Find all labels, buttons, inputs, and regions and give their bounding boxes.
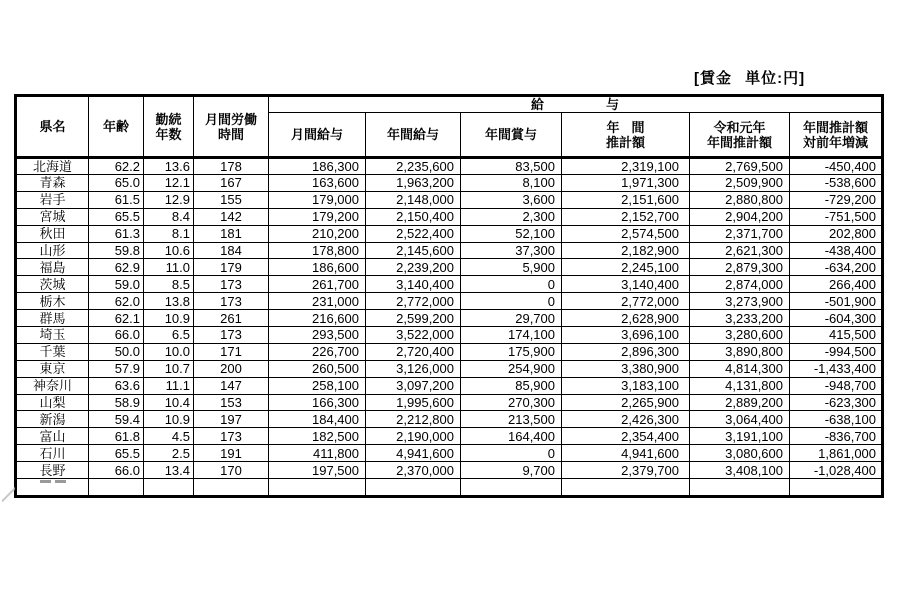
table-row (16, 276, 883, 293)
cell-age: 62.2 (89, 158, 144, 175)
cell-monthly-salary: 411,800 (269, 445, 366, 462)
cell-age: 63.6 (89, 377, 144, 394)
cell-annual-estimate: 2,245,100 (562, 259, 690, 276)
cell-annual-estimate: 2,426,300 (562, 411, 690, 428)
cell-annual-bonus: 0 (461, 293, 562, 310)
cell-yoy-change: -638,100 (790, 411, 883, 428)
cell-prefecture: 山梨 (16, 394, 89, 411)
cell-annual-bonus: 0 (461, 276, 562, 293)
cell-age: 65.5 (89, 445, 144, 462)
cell-reiwa1-estimate: 2,371,700 (690, 225, 790, 242)
cell-yoy-change: 266,400 (790, 276, 883, 293)
cell-prefecture: 青森 (16, 175, 89, 192)
cell-annual-estimate: 2,772,000 (562, 293, 690, 310)
cell-monthly-salary: 179,000 (269, 191, 366, 208)
scan-artifact (2, 487, 15, 502)
cell-clipped (790, 479, 883, 497)
cell-hours: 173 (194, 276, 269, 293)
cell-hours: 173 (194, 327, 269, 344)
cell-annual-salary: 2,370,000 (366, 462, 461, 479)
cell-reiwa1-estimate: 4,131,800 (690, 377, 790, 394)
cell-age: 62.0 (89, 293, 144, 310)
cell-age: 61.8 (89, 428, 144, 445)
cell-prefecture: 北海道 (16, 158, 89, 175)
cell-annual-bonus: 8,100 (461, 175, 562, 192)
cell-annual-salary: 2,239,200 (366, 259, 461, 276)
clipped-text-remnant (40, 480, 51, 483)
cell-prefecture: 長野 (16, 462, 89, 479)
cell-monthly-salary: 166,300 (269, 394, 366, 411)
cell-annual-salary: 2,190,000 (366, 428, 461, 445)
table-body-clipped (16, 479, 883, 497)
cell-annual-bonus: 29,700 (461, 310, 562, 327)
cell-prefecture: 茨城 (16, 276, 89, 293)
cell-yoy-change: -1,028,400 (790, 462, 883, 479)
cell-prefecture: 神奈川 (16, 377, 89, 394)
table-row (16, 462, 883, 479)
table-row (16, 259, 883, 276)
cell-monthly-salary: 261,700 (269, 276, 366, 293)
cell-hours: 184 (194, 242, 269, 259)
cell-annual-salary: 4,941,600 (366, 445, 461, 462)
cell-tenure: 12.9 (144, 191, 194, 208)
cell-hours: 197 (194, 411, 269, 428)
cell-yoy-change: -438,400 (790, 242, 883, 259)
cell-hours: 142 (194, 208, 269, 225)
cell-prefecture: 秋田 (16, 225, 89, 242)
cell-reiwa1-estimate: 3,408,100 (690, 462, 790, 479)
cell-annual-salary: 3,097,200 (366, 377, 461, 394)
cell-age: 57.9 (89, 360, 144, 377)
header-yoy-line1: 年間推計額 (803, 119, 869, 135)
cell-monthly-salary: 231,000 (269, 293, 366, 310)
cell-reiwa1-estimate: 2,889,200 (690, 394, 790, 411)
cell-age: 65.5 (89, 208, 144, 225)
cell-prefecture: 東京 (16, 360, 89, 377)
cell-reiwa1-estimate: 4,814,300 (690, 360, 790, 377)
table-container (14, 94, 885, 504)
cell-yoy-change: -1,433,400 (790, 360, 883, 377)
cell-yoy-change: -450,400 (790, 158, 883, 175)
table-row (16, 208, 883, 225)
cell-annual-estimate: 2,379,700 (562, 462, 690, 479)
table-row (16, 310, 883, 327)
cell-age: 66.0 (89, 462, 144, 479)
cell-tenure: 8.4 (144, 208, 194, 225)
cell-yoy-change: -604,300 (790, 310, 883, 327)
cell-hours: 181 (194, 225, 269, 242)
cell-yoy-change: -538,600 (790, 175, 883, 192)
cell-clipped (194, 479, 269, 497)
cell-tenure: 10.7 (144, 360, 194, 377)
cell-clipped (89, 479, 144, 497)
table-row (16, 343, 883, 360)
cell-annual-estimate: 2,182,900 (562, 242, 690, 259)
cell-prefecture: 埼玉 (16, 327, 89, 344)
cell-monthly-salary: 179,200 (269, 208, 366, 225)
cell-reiwa1-estimate: 2,904,200 (690, 208, 790, 225)
cell-prefecture: 富山 (16, 428, 89, 445)
cell-clipped (562, 479, 690, 497)
cell-yoy-change: -994,500 (790, 343, 883, 360)
clipped-text-remnant (55, 480, 66, 483)
cell-hours: 178 (194, 158, 269, 175)
cell-prefecture: 石川 (16, 445, 89, 462)
cell-annual-salary: 2,212,800 (366, 411, 461, 428)
cell-tenure: 13.6 (144, 158, 194, 175)
cell-yoy-change: 415,500 (790, 327, 883, 344)
cell-reiwa1-estimate: 3,233,200 (690, 310, 790, 327)
cell-clipped (461, 479, 562, 497)
table-row (16, 293, 883, 310)
cell-reiwa1-estimate: 2,621,300 (690, 242, 790, 259)
cell-annual-estimate: 2,151,600 (562, 191, 690, 208)
header-annual-estimate-line1: 年間 (606, 119, 657, 135)
header-monthly-salary: 月間給与 (269, 113, 366, 158)
cell-annual-estimate: 2,896,300 (562, 343, 690, 360)
cell-reiwa1-estimate: 3,280,600 (690, 327, 790, 344)
table-row (16, 158, 883, 175)
cell-tenure: 2.5 (144, 445, 194, 462)
cell-annual-bonus: 9,700 (461, 462, 562, 479)
cell-tenure: 11.0 (144, 259, 194, 276)
cell-tenure: 10.9 (144, 411, 194, 428)
cell-hours: 155 (194, 191, 269, 208)
cell-monthly-salary: 210,200 (269, 225, 366, 242)
cell-monthly-salary: 216,600 (269, 310, 366, 327)
cell-age: 65.0 (89, 175, 144, 192)
cell-hours: 171 (194, 343, 269, 360)
cell-annual-bonus: 2,300 (461, 208, 562, 225)
cell-hours: 179 (194, 259, 269, 276)
cell-prefecture: 宮城 (16, 208, 89, 225)
cell-monthly-salary: 186,300 (269, 158, 366, 175)
header-salary-group (269, 96, 883, 113)
cell-annual-estimate: 2,265,900 (562, 394, 690, 411)
header-age: 年齢 (89, 96, 144, 158)
cell-annual-estimate: 3,140,400 (562, 276, 690, 293)
cell-reiwa1-estimate: 3,890,800 (690, 343, 790, 360)
cell-hours: 261 (194, 310, 269, 327)
cell-yoy-change: 1,861,000 (790, 445, 883, 462)
cell-annual-salary: 3,126,000 (366, 360, 461, 377)
cell-annual-estimate: 2,628,900 (562, 310, 690, 327)
cell-clipped (690, 479, 790, 497)
cell-hours: 173 (194, 293, 269, 310)
cell-annual-bonus: 52,100 (461, 225, 562, 242)
table-row (16, 377, 883, 394)
header-hours (194, 96, 269, 158)
cell-annual-bonus: 174,100 (461, 327, 562, 344)
cell-monthly-salary: 293,500 (269, 327, 366, 344)
header-annual-estimate (562, 113, 690, 158)
header-hours-line1: 月間労働 (204, 111, 257, 127)
table-row (16, 411, 883, 428)
table-body (16, 158, 883, 479)
cell-annual-bonus: 3,600 (461, 191, 562, 208)
header-reiwa1-line1: 令和元年 (713, 119, 766, 135)
cell-annual-estimate: 2,319,100 (562, 158, 690, 175)
unit-caption: [賃金 単位:円] (694, 70, 806, 87)
header-annual-salary: 年間給与 (366, 113, 461, 158)
cell-tenure: 10.9 (144, 310, 194, 327)
header-annual-estimate-line2: 推計額 (605, 134, 645, 150)
cell-annual-estimate: 2,354,400 (562, 428, 690, 445)
header-yoy-change (790, 113, 883, 158)
header-tenure-line2: 年数 (155, 126, 182, 142)
cell-hours: 167 (194, 175, 269, 192)
cell-hours: 200 (194, 360, 269, 377)
cell-annual-bonus: 37,300 (461, 242, 562, 259)
header-reiwa1-estimate (690, 113, 790, 158)
header-tenure (144, 96, 194, 158)
cell-hours: 147 (194, 377, 269, 394)
cell-prefecture: 福島 (16, 259, 89, 276)
cell-tenure: 13.8 (144, 293, 194, 310)
cell-monthly-salary: 186,600 (269, 259, 366, 276)
cell-tenure: 4.5 (144, 428, 194, 445)
cell-yoy-change: -501,900 (790, 293, 883, 310)
cell-yoy-change: -623,300 (790, 394, 883, 411)
cell-monthly-salary: 260,500 (269, 360, 366, 377)
header-prefecture: 県名 (16, 96, 89, 158)
cell-reiwa1-estimate: 2,879,300 (690, 259, 790, 276)
cell-annual-salary: 1,963,200 (366, 175, 461, 192)
header-salary-group-label: 給与 (531, 97, 682, 112)
cell-yoy-change: -948,700 (790, 377, 883, 394)
cell-age: 58.9 (89, 394, 144, 411)
cell-yoy-change: -634,200 (790, 259, 883, 276)
cell-reiwa1-estimate: 2,769,500 (690, 158, 790, 175)
cell-tenure: 8.5 (144, 276, 194, 293)
cell-reiwa1-estimate: 3,064,400 (690, 411, 790, 428)
cell-yoy-change: -751,500 (790, 208, 883, 225)
cell-annual-bonus: 5,900 (461, 259, 562, 276)
cell-hours: 170 (194, 462, 269, 479)
cell-annual-salary: 2,148,000 (366, 191, 461, 208)
cell-annual-salary: 2,145,600 (366, 242, 461, 259)
cell-monthly-salary: 178,800 (269, 242, 366, 259)
table-row (16, 175, 883, 192)
header-yoy-line2: 対前年増減 (803, 134, 869, 150)
cell-reiwa1-estimate: 3,080,600 (690, 445, 790, 462)
cell-tenure: 10.4 (144, 394, 194, 411)
table-row (16, 191, 883, 208)
cell-monthly-salary: 258,100 (269, 377, 366, 394)
cell-age: 61.3 (89, 225, 144, 242)
cell-age: 59.0 (89, 276, 144, 293)
cell-annual-salary: 2,150,400 (366, 208, 461, 225)
cell-reiwa1-estimate: 2,874,000 (690, 276, 790, 293)
cell-tenure: 8.1 (144, 225, 194, 242)
cell-annual-estimate: 4,941,600 (562, 445, 690, 462)
table-header (16, 96, 883, 158)
cell-annual-bonus: 270,300 (461, 394, 562, 411)
header-annual-bonus: 年間賞与 (461, 113, 562, 158)
cell-annual-bonus: 175,900 (461, 343, 562, 360)
cell-monthly-salary: 163,600 (269, 175, 366, 192)
cell-reiwa1-estimate: 2,509,900 (690, 175, 790, 192)
cell-age: 62.1 (89, 310, 144, 327)
table-row (16, 428, 883, 445)
cell-annual-estimate: 1,971,300 (562, 175, 690, 192)
cell-age: 61.5 (89, 191, 144, 208)
cell-annual-estimate: 2,152,700 (562, 208, 690, 225)
cell-clipped (144, 479, 194, 497)
header-reiwa1-line2: 年間推計額 (706, 134, 772, 150)
cell-annual-salary: 3,522,000 (366, 327, 461, 344)
cell-tenure: 12.1 (144, 175, 194, 192)
cell-reiwa1-estimate: 3,273,900 (690, 293, 790, 310)
cell-prefecture: 岩手 (16, 191, 89, 208)
cell-annual-salary: 2,720,400 (366, 343, 461, 360)
cell-annual-estimate: 3,696,100 (562, 327, 690, 344)
cell-monthly-salary: 226,700 (269, 343, 366, 360)
cell-yoy-change: -729,200 (790, 191, 883, 208)
cell-prefecture-clipped (16, 479, 89, 497)
cell-age: 50.0 (89, 343, 144, 360)
cell-annual-salary: 1,995,600 (366, 394, 461, 411)
cell-reiwa1-estimate: 2,880,800 (690, 191, 790, 208)
cell-tenure: 6.5 (144, 327, 194, 344)
cell-annual-estimate: 2,574,500 (562, 225, 690, 242)
cell-annual-salary: 3,140,400 (366, 276, 461, 293)
cell-prefecture: 山形 (16, 242, 89, 259)
header-tenure-line1: 勤続 (155, 111, 182, 127)
table-row (16, 225, 883, 242)
cell-annual-salary: 2,599,200 (366, 310, 461, 327)
cell-yoy-change: 202,800 (790, 225, 883, 242)
cell-monthly-salary: 197,500 (269, 462, 366, 479)
cell-prefecture: 群馬 (16, 310, 89, 327)
table-row (16, 360, 883, 377)
cell-reiwa1-estimate: 3,191,100 (690, 428, 790, 445)
cell-clipped (366, 479, 461, 497)
cell-hours: 173 (194, 428, 269, 445)
table-row (16, 394, 883, 411)
table-row (16, 327, 883, 344)
cell-monthly-salary: 182,500 (269, 428, 366, 445)
cell-annual-bonus: 213,500 (461, 411, 562, 428)
table-row-clipped (16, 479, 883, 497)
cell-age: 59.4 (89, 411, 144, 428)
cell-annual-bonus: 85,900 (461, 377, 562, 394)
cell-annual-salary: 2,522,400 (366, 225, 461, 242)
header-hours-line2: 時間 (217, 126, 244, 142)
cell-prefecture: 千葉 (16, 343, 89, 360)
cell-monthly-salary: 184,400 (269, 411, 366, 428)
cell-annual-estimate: 3,380,900 (562, 360, 690, 377)
cell-age: 62.9 (89, 259, 144, 276)
cell-hours: 153 (194, 394, 269, 411)
cell-prefecture: 新潟 (16, 411, 89, 428)
cell-yoy-change: -836,700 (790, 428, 883, 445)
wage-table (14, 94, 884, 498)
cell-tenure: 13.4 (144, 462, 194, 479)
cell-annual-bonus: 164,400 (461, 428, 562, 445)
cell-annual-salary: 2,772,000 (366, 293, 461, 310)
table-row (16, 242, 883, 259)
cell-annual-bonus: 83,500 (461, 158, 562, 175)
cell-annual-bonus: 0 (461, 445, 562, 462)
table-row (16, 445, 883, 462)
cell-age: 66.0 (89, 327, 144, 344)
cell-annual-estimate: 3,183,100 (562, 377, 690, 394)
cell-annual-bonus: 254,900 (461, 360, 562, 377)
cell-prefecture: 栃木 (16, 293, 89, 310)
cell-age: 59.8 (89, 242, 144, 259)
cell-tenure: 11.1 (144, 377, 194, 394)
cell-annual-salary: 2,235,600 (366, 158, 461, 175)
cell-tenure: 10.0 (144, 343, 194, 360)
cell-tenure: 10.6 (144, 242, 194, 259)
cell-hours: 191 (194, 445, 269, 462)
cell-clipped (269, 479, 366, 497)
